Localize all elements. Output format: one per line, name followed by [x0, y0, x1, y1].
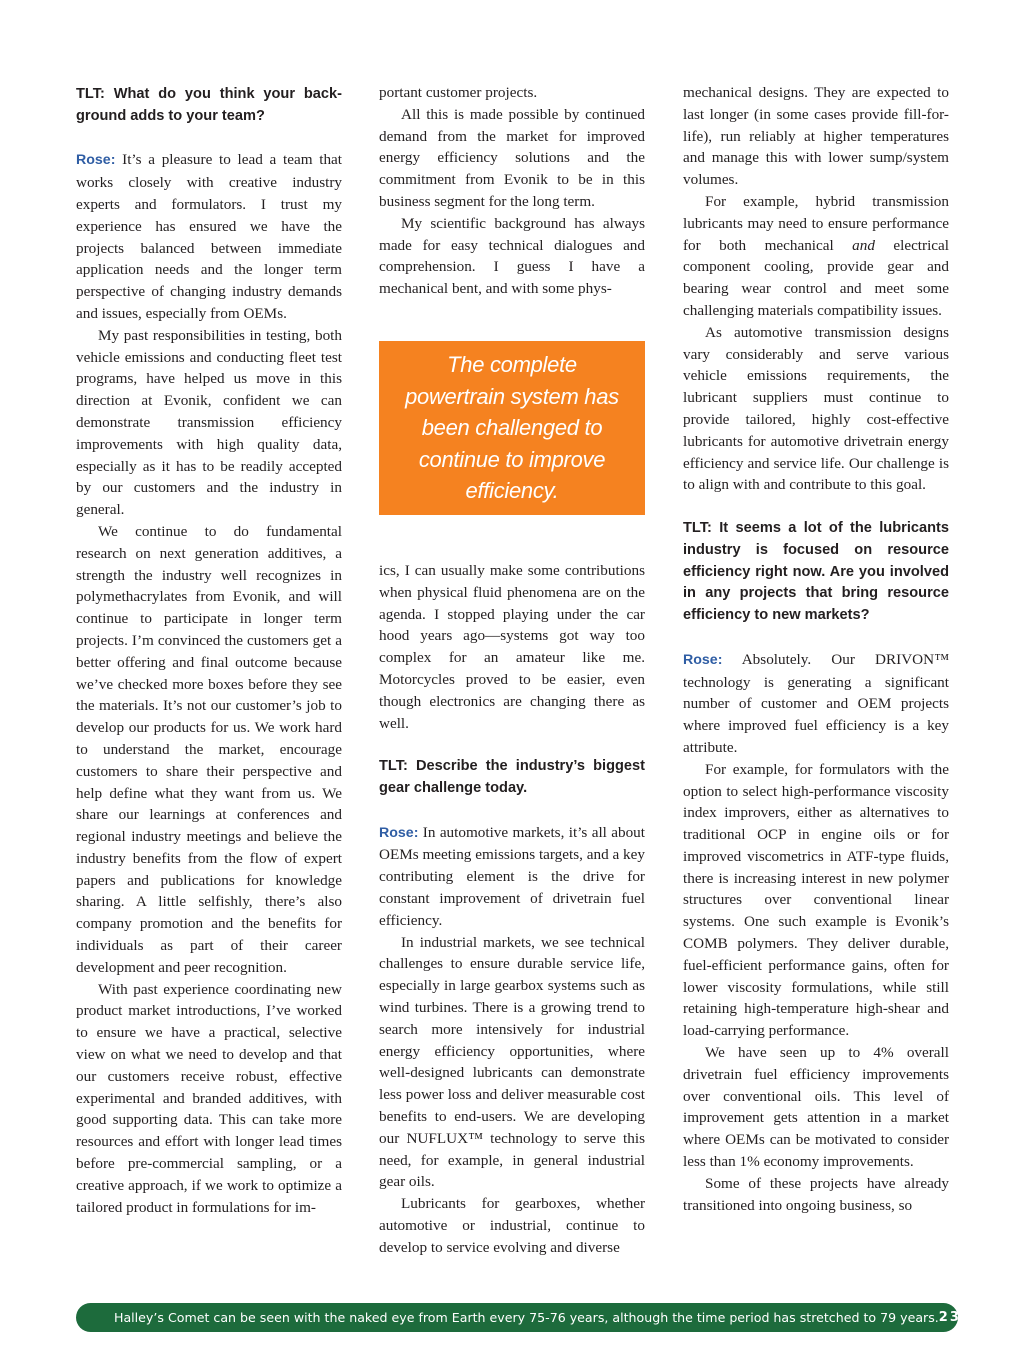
footer-trivia: Halley’s Comet can be seen with the naked eye from Earth every 75-76 years, although the time period has stretched to 79 years.: [114, 1310, 939, 1325]
question-heading: TLT: What do you think your back-ground adds to your team?: [76, 86, 342, 124]
answer-paragraph: [379, 822, 645, 932]
body-paragraph: ics, I can usually make some contributions when physical fluid phenomena are on the agenda. I stopped playing under the car hood years ago—systems got way too complex for an amateur like me. Motorcycles proved to be easier, even though electronics are changing there as well.: [379, 562, 645, 732]
body-paragraph: We have seen up to 4% overall drivetrain fuel efficiency improvements over conventional oils. This level of improvement gets attention in a market where OEMs can be motivated to consider less than 1% economy improvements.: [683, 1044, 949, 1171]
speaker-label: Rose:: [76, 152, 116, 169]
text-run: For example, hybrid transmission lubricants may need to ensure performance for both mechanical: [683, 192, 949, 254]
answer-text: It’s a pleasure to lead a team that works closely with creative industry experts and formulators. I trust my experience has ensured we have the projects balanced between immediate application needs and the longer term perspective of changing industry demands and issues, especially from OEMs.: [76, 151, 343, 322]
body-paragraph: We continue to do fundamental research on next generation additives, a strength the industry well recognizes in polymethacrylates from Evonik, and will continue to participate in longer term projects. I’m convinced the customers get a better offering and final outcome because we’ve checked more boxes before they see the materials. It’s not our customer’s job to develop our products for us. We work hard to understand the market, encourage customers to share their perspective and help define what they want from us. We share our learnings at conferences and regional industry meetings and believe the industry benefits from the flow of expert papers and publications for knowledge sharing. A little selfishly, there’s also company promotion and the benefits for individuals as part of their career development and peer recognition.: [76, 522, 342, 976]
column-2-bottom: [379, 560, 645, 1259]
body-paragraph: For example, for formulators with the option to select high-performance viscosity index improvers, either as alternatives to traditional OCP in engine oils or for improved viscometrics in ATF-type fluids, there is increasing interest in new polymer structures over conventional linear systems. One such example is Evonik’s COMB polymers. They deliver durable, fuel-efficient performance gains, often for lower viscosity formulations, while still retaining high-temperature high-shear and load-carrying performance.: [683, 760, 949, 1040]
body-paragraph: My past responsibilities in testing, both vehicle emissions and conducting fleet test programs, have helped us move in this direction at Evonik, confident we can demonstrate transmission efficiency improvements with high quality data, especially as it has to be readily accepted by our customers and the industry in general.: [76, 326, 342, 519]
footer-bar: [76, 1303, 961, 1332]
answer-paragraph: [76, 149, 342, 324]
pull-quote-box: [379, 341, 645, 515]
body-paragraph: Some of these projects have already transitioned into ongoing business, so: [683, 1174, 949, 1214]
question-heading: TLT: It seems a lot of the lubricants industry is focused on resource efficiency right now. Are you involved in any projects that bring resource efficiency to new markets?: [683, 519, 949, 624]
body-paragraph: Lubricants for gearboxes, whether automotive or industrial, continue to develop to service evolving and diverse: [379, 1195, 645, 1256]
body-paragraph: As automotive transmission designs vary considerably and serve various vehicle emissions requirements, the lubricant suppliers must continue to provide tailored, highly cost-effective lubricants for automotive drivetrain energy efficiency and service life. Our challenge is to align with and contribute to this goal.: [683, 323, 949, 494]
text-run: electrical component cooling, provide gear and bearing wear control and meet some challenging materials compatibility issues.: [683, 236, 950, 319]
speaker-label: Rose:: [683, 651, 723, 668]
emphasis-text: and: [852, 236, 875, 254]
page-number: 23: [938, 1310, 961, 1325]
body-paragraph: mechanical designs. They are expected to last longer (in some cases provide fill-for-life), run reliably at higher temperatures and manage this with lower sump/system volumes.: [683, 84, 949, 189]
column-3: [683, 82, 949, 1216]
body-paragraph: All this is made possible by continued demand from the market for improved energy efficiency solutions and the commitment from Evonik to be in this business segment for the long term.: [379, 105, 645, 210]
column-2-top: [379, 82, 645, 300]
body-paragraph: [683, 191, 949, 322]
pull-quote-text: The complete powertrain system has been challenged to continue to improve efficiency.: [405, 352, 619, 504]
question-heading: TLT: Describe the industry’s biggest gear challenge today.: [379, 758, 645, 796]
answer-text: In automotive markets, it’s all about OEMs meeting emissions targets, and a key contributing element is the drive for constant improvement of drivetrain fuel efficiency.: [379, 823, 645, 929]
body-paragraph: portant customer projects.: [379, 84, 538, 101]
body-paragraph: My scientific background has always made for easy technical dialogues and comprehension. I guess I have a mechanical bent, and with some phys-: [379, 214, 645, 298]
answer-text: Absolutely. Our DRIVON™ technology is generating a significant number of customer and OEM projects where improved fuel efficiency is a key attribute.: [683, 650, 949, 756]
column-1: [76, 84, 342, 1218]
body-paragraph: With past experience coordinating new product market introductions, I’ve worked to ensure we have a practical, selective view on what we need to develop and that our customers receive robust, effective experimental and branded additives, with good supporting data. This can take more resources and effort with longer lead times before pre-commercial sampling, or a creative approach, if we work to optimize a tailored product in formulations for im-: [76, 980, 342, 1216]
body-paragraph: In industrial markets, we see technical challenges to ensure durable service life, especially in large gearbox systems such as wind turbines. There is a growing trend to search more intensively for industrial energy efficiency opportunities, where well-designed lubricants can demonstrate less power loss and deliver measurable cost benefits to end-users. We are developing our NUFLUX™ technology to serve this need, for example, in general industrial gear oils.: [379, 933, 645, 1191]
speaker-label: Rose:: [379, 824, 419, 841]
answer-paragraph: [683, 649, 949, 759]
